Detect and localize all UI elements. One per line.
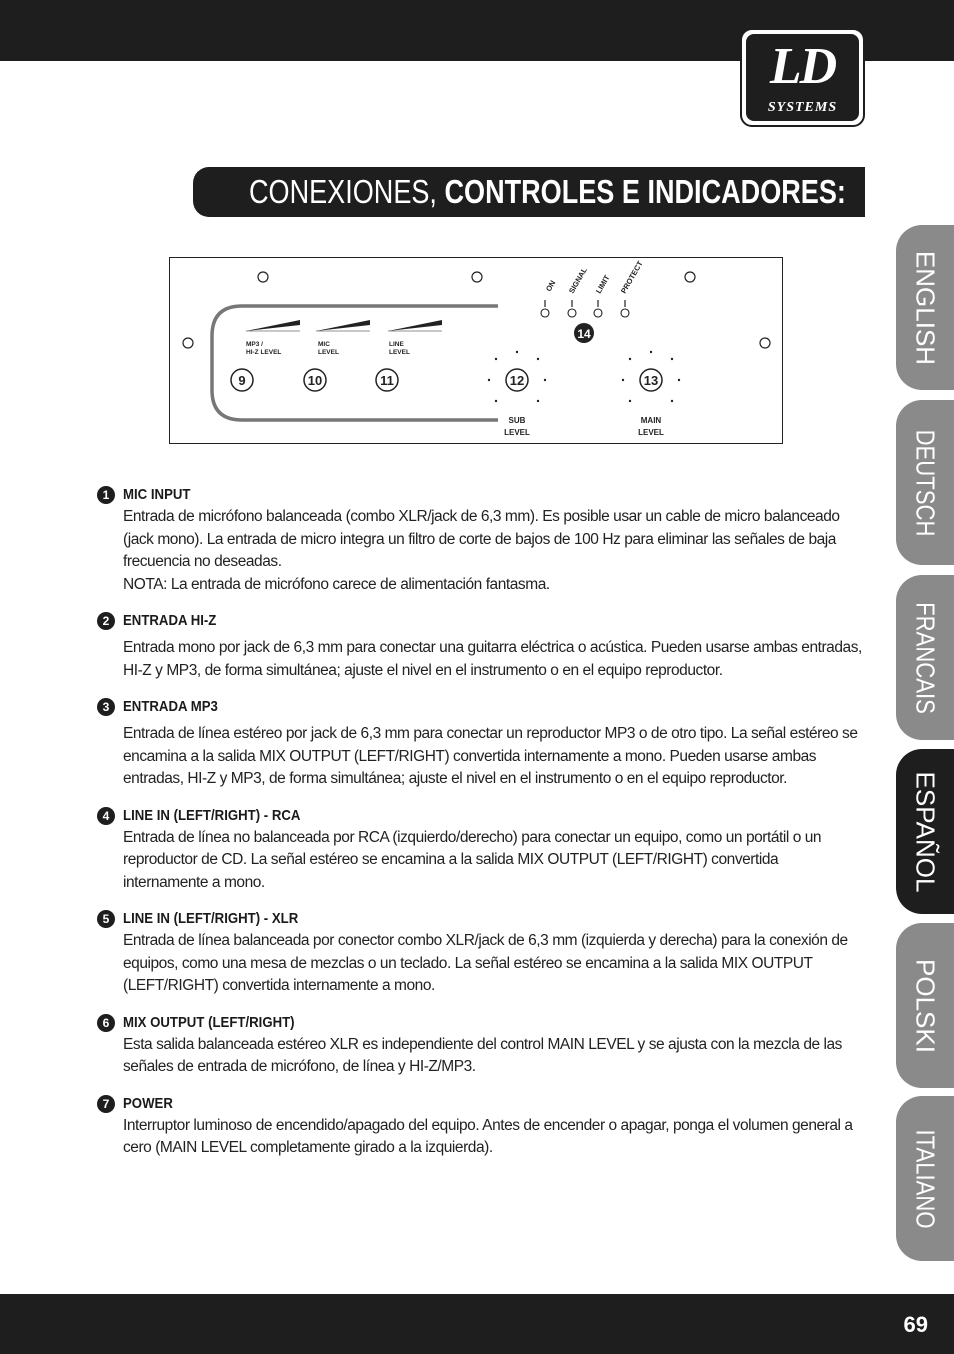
led-limit xyxy=(594,309,602,317)
main-label: MAIN xyxy=(640,416,662,425)
item-title: MIC INPUT xyxy=(123,486,191,503)
item-body: Entrada mono por jack de 6,3 mm para conectar una guitarra eléctrica o acústica. Pueden usarse ambas entradas, HI-Z y MP3, de forma simultánea; ajuste el nivel en el instrumento o en el equipo reproductor. xyxy=(123,639,862,679)
mic-label: LEVEL xyxy=(318,349,339,356)
screw-hole xyxy=(685,272,695,282)
item-title: ENTRADA HI-Z xyxy=(123,612,217,629)
list-item xyxy=(96,908,866,998)
screw-hole xyxy=(760,338,770,348)
line-label: LINE xyxy=(389,341,404,348)
item-title: MIX OUTPUT (LEFT/RIGHT) xyxy=(123,1013,295,1031)
tab-espanol[interactable] xyxy=(896,749,954,914)
ld-systems-logo xyxy=(740,28,865,127)
list-item xyxy=(96,1093,866,1160)
sub-label: LEVEL xyxy=(504,428,530,437)
page-title xyxy=(249,173,846,211)
callout-9: 9 xyxy=(238,373,246,388)
item-body: Esta salida balanceada estéreo XLR es independiente del control MAIN LEVEL y se ajusta con la mezcla de las señales de entrada de micrófono, de línea y HI-Z/MP3. xyxy=(123,1035,842,1075)
item-number-badge: 6 xyxy=(97,1014,115,1032)
level-ramp xyxy=(388,320,442,331)
title-light: CONEXIONES, xyxy=(249,173,445,210)
logo-sub-text: SYSTEMS xyxy=(767,100,838,115)
tab-label: ENGLISH xyxy=(910,250,941,365)
line-label: LEVEL xyxy=(389,349,410,356)
tab-english[interactable] xyxy=(896,225,954,390)
led-label-limit: LIMIT xyxy=(593,273,612,295)
main-label: LEVEL xyxy=(638,428,664,437)
title-bold: CONTROLES E INDICADORES: xyxy=(444,173,846,210)
led-signal xyxy=(568,309,576,317)
tab-label: DEUTSCH xyxy=(910,429,941,536)
tab-francais[interactable] xyxy=(896,575,954,740)
item-body: Interruptor luminoso de encendido/apagado del equipo. Antes de encender o apagar, ponga el volumen general a cero (MAIN LEVEL completamente girado a la izquierda). xyxy=(123,1116,853,1156)
screw-hole xyxy=(258,272,268,282)
item-body: Entrada de línea balanceada por conector combo XLR/jack de 6,3 mm (izquierda y derecha) para la conexión de equipos, como una mesa de mezclas o un teclado. La señal estéreo se encamina a la salida MIX OUTPUT (LEFT/RIGHT) convertida internamente a mono. xyxy=(123,932,848,994)
item-number-badge: 4 xyxy=(97,807,115,825)
item-title: LINE IN (LEFT/RIGHT) - RCA xyxy=(123,806,301,824)
list-item xyxy=(96,484,866,596)
led-label-protect: PROTECT xyxy=(618,259,645,295)
mp3-label: HI-Z LEVEL xyxy=(246,349,282,356)
callout-12: 12 xyxy=(509,373,525,388)
level-ramp xyxy=(246,320,300,331)
item-title: POWER xyxy=(123,1094,173,1112)
tab-label: FRANCAIS xyxy=(910,601,941,714)
tab-label: ESPAÑOL xyxy=(910,771,941,892)
tab-polski[interactable] xyxy=(896,923,954,1088)
controls-description-list xyxy=(96,484,866,1174)
item-number-badge: 5 xyxy=(97,910,115,928)
bottom-bar xyxy=(0,1294,954,1354)
callout-13: 13 xyxy=(643,373,659,388)
tab-label: ITALIANO xyxy=(910,1128,941,1229)
item-body: Entrada de línea no balanceada por RCA (izquierdo/derecho) para conectar un equipo, como un portátil o un reproductor de CD. La señal estéreo se encamina a la salida MIX OUTPUT (LEFT/RIGHT) convertida internamente a mono. xyxy=(123,828,822,891)
item-number-badge: 2 xyxy=(97,612,115,630)
item-body: Entrada de línea estéreo por jack de 6,3 mm para conectar un reproductor MP3 o de otro tipo. La señal estéreo se encamina a la salida MIX OUTPUT (LEFT/RIGHT) convertida internamente a mono. Pueden usarse ambas entradas, HI-Z y MP3, de forma simultánea; ajuste el nivel en el instrumento o en el equipo reproductor. xyxy=(123,725,858,787)
led-on xyxy=(541,309,549,317)
screw-hole xyxy=(183,338,193,348)
led-label-on: ON xyxy=(543,278,558,293)
list-item xyxy=(96,610,866,682)
sub-label: SUB xyxy=(508,416,526,425)
item-body: Entrada de micrófono balanceada (combo XLR/jack de 6,3 mm). Es posible usar un cable de micro balanceado (jack mono). La entrada de micro integra un filtro de corte de bajos de 100 Hz para eliminar las señales de baja frecuencia no deseadas. NOTA: La entrada de micrófono carece de alimentación fantasma. xyxy=(123,508,840,593)
level-ramp xyxy=(316,320,370,331)
tab-label: POLSKI xyxy=(910,958,941,1053)
list-item xyxy=(96,696,866,791)
item-title: ENTRADA MP3 xyxy=(123,698,218,715)
mic-label: MIC xyxy=(318,341,330,348)
callout-14: 14 xyxy=(577,327,591,341)
callout-11: 11 xyxy=(380,373,394,388)
mp3-label: MP3 / xyxy=(246,341,263,348)
tab-italiano[interactable] xyxy=(896,1096,954,1261)
list-item xyxy=(96,1012,866,1079)
item-number-badge: 7 xyxy=(97,1095,115,1113)
screw-hole xyxy=(472,272,482,282)
section-title-bar xyxy=(193,167,865,217)
led-protect xyxy=(621,309,629,317)
tab-deutsch[interactable] xyxy=(896,400,954,565)
item-number-badge: 1 xyxy=(97,486,115,504)
list-item xyxy=(96,805,866,895)
logo-main-text: LD xyxy=(769,38,836,95)
item-number-badge: 3 xyxy=(97,698,115,716)
callout-10: 10 xyxy=(307,373,323,388)
front-panel-diagram xyxy=(169,257,783,444)
item-title: LINE IN (LEFT/RIGHT) - XLR xyxy=(123,910,299,927)
led-label-signal: SIGNAL xyxy=(566,265,589,295)
page-number: 69 xyxy=(903,1312,928,1337)
